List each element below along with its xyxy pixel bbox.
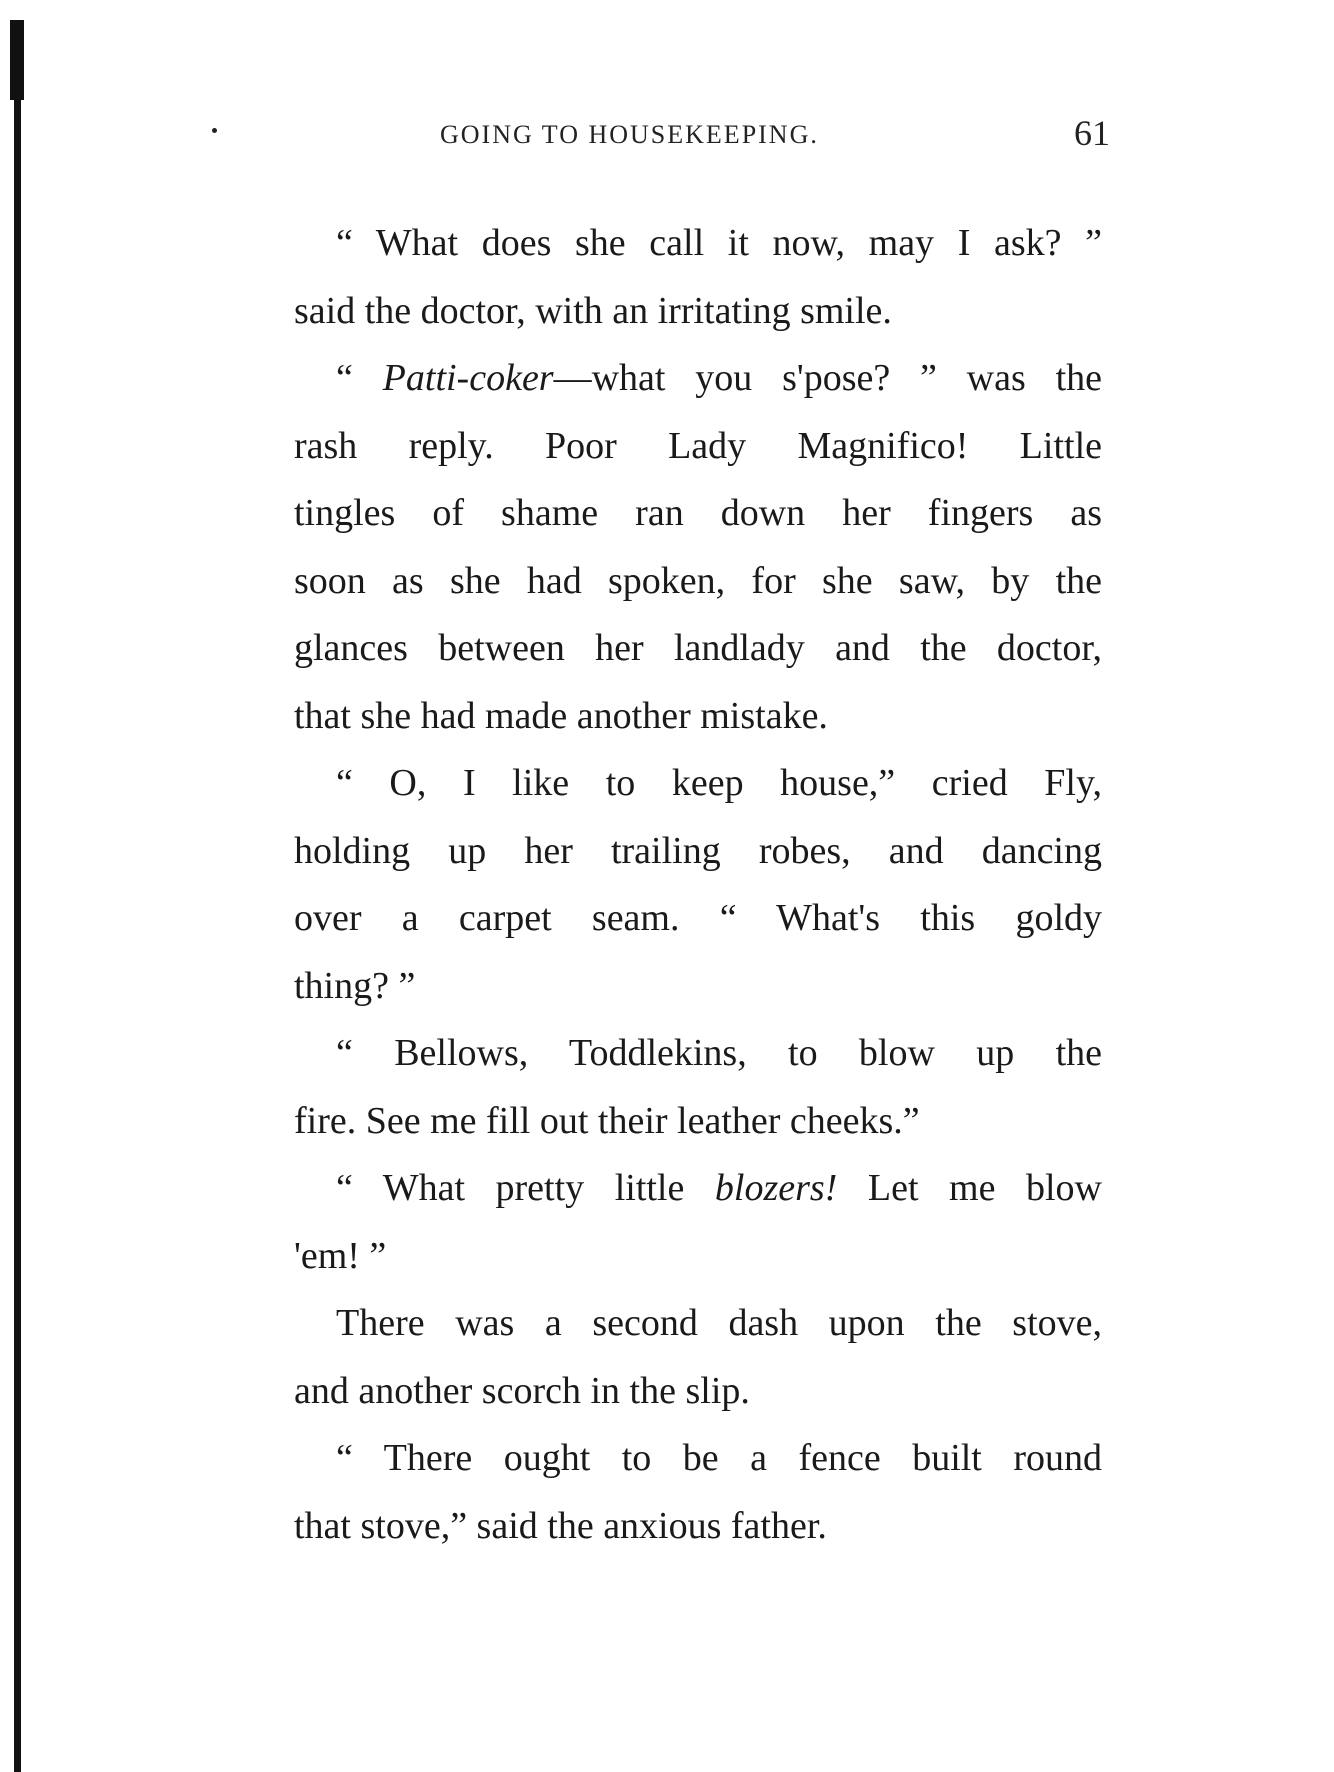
paragraph [252, 1290, 1102, 1425]
italic-word: Patti-coker [382, 357, 554, 399]
page-binding-edge-top [10, 20, 24, 100]
text-line: “ Patti-coker—what you s'pose? ” was the [336, 357, 1102, 399]
text-line: soon as she had spoken, for she saw, by the [294, 559, 1102, 602]
text-line: and another scorch in the slip. [294, 1369, 750, 1412]
text-line: over a carpet seam. “ What's this goldy [294, 897, 1102, 939]
page-number: 61 [1074, 113, 1110, 153]
text-line: 'em! ” [294, 1234, 387, 1277]
running-head: GOING TO HOUSEKEEPING. [440, 120, 819, 149]
paragraph [252, 1425, 1102, 1560]
paragraph [252, 345, 1102, 750]
text-line: “ Bellows, Toddlekins, to blow up the [336, 1032, 1102, 1074]
text-line: that she had made another mistake. [294, 694, 828, 737]
paragraph [252, 1155, 1102, 1290]
body-text [252, 210, 1102, 1560]
text-line: There was a second dash upon the stove, [336, 1302, 1102, 1344]
paragraph [252, 210, 1102, 345]
page-binding-edge [14, 20, 21, 1772]
print-speck [212, 128, 217, 133]
text-line: that stove,” said the anxious father. [294, 1504, 827, 1547]
italic-word: blozers! [714, 1167, 838, 1209]
text-line: rash reply. Poor Lady Magnifico! Little [294, 424, 1102, 467]
text-line: holding up her trailing robes, and dancing [294, 829, 1102, 872]
text-line: “ What does she call it now, may I ask? ” [336, 222, 1102, 264]
text-line: “ What pretty little blozers! Let me blow [336, 1167, 1102, 1209]
text-line: thing? ” [294, 964, 416, 1007]
paragraph [252, 750, 1102, 1020]
text-line: said the doctor, with an irritating smile. [294, 289, 892, 332]
text-line: tingles of shame ran down her fingers as [294, 492, 1102, 534]
paragraph [252, 1020, 1102, 1155]
text-line: “ There ought to be a fence built round [336, 1437, 1102, 1479]
text-line: “ O, I like to keep house,” cried Fly, [336, 762, 1102, 804]
text-line: glances between her landlady and the doctor, [294, 627, 1102, 669]
page-header [440, 113, 1130, 156]
text-line: fire. See me fill out their leather cheeks.” [294, 1099, 920, 1142]
